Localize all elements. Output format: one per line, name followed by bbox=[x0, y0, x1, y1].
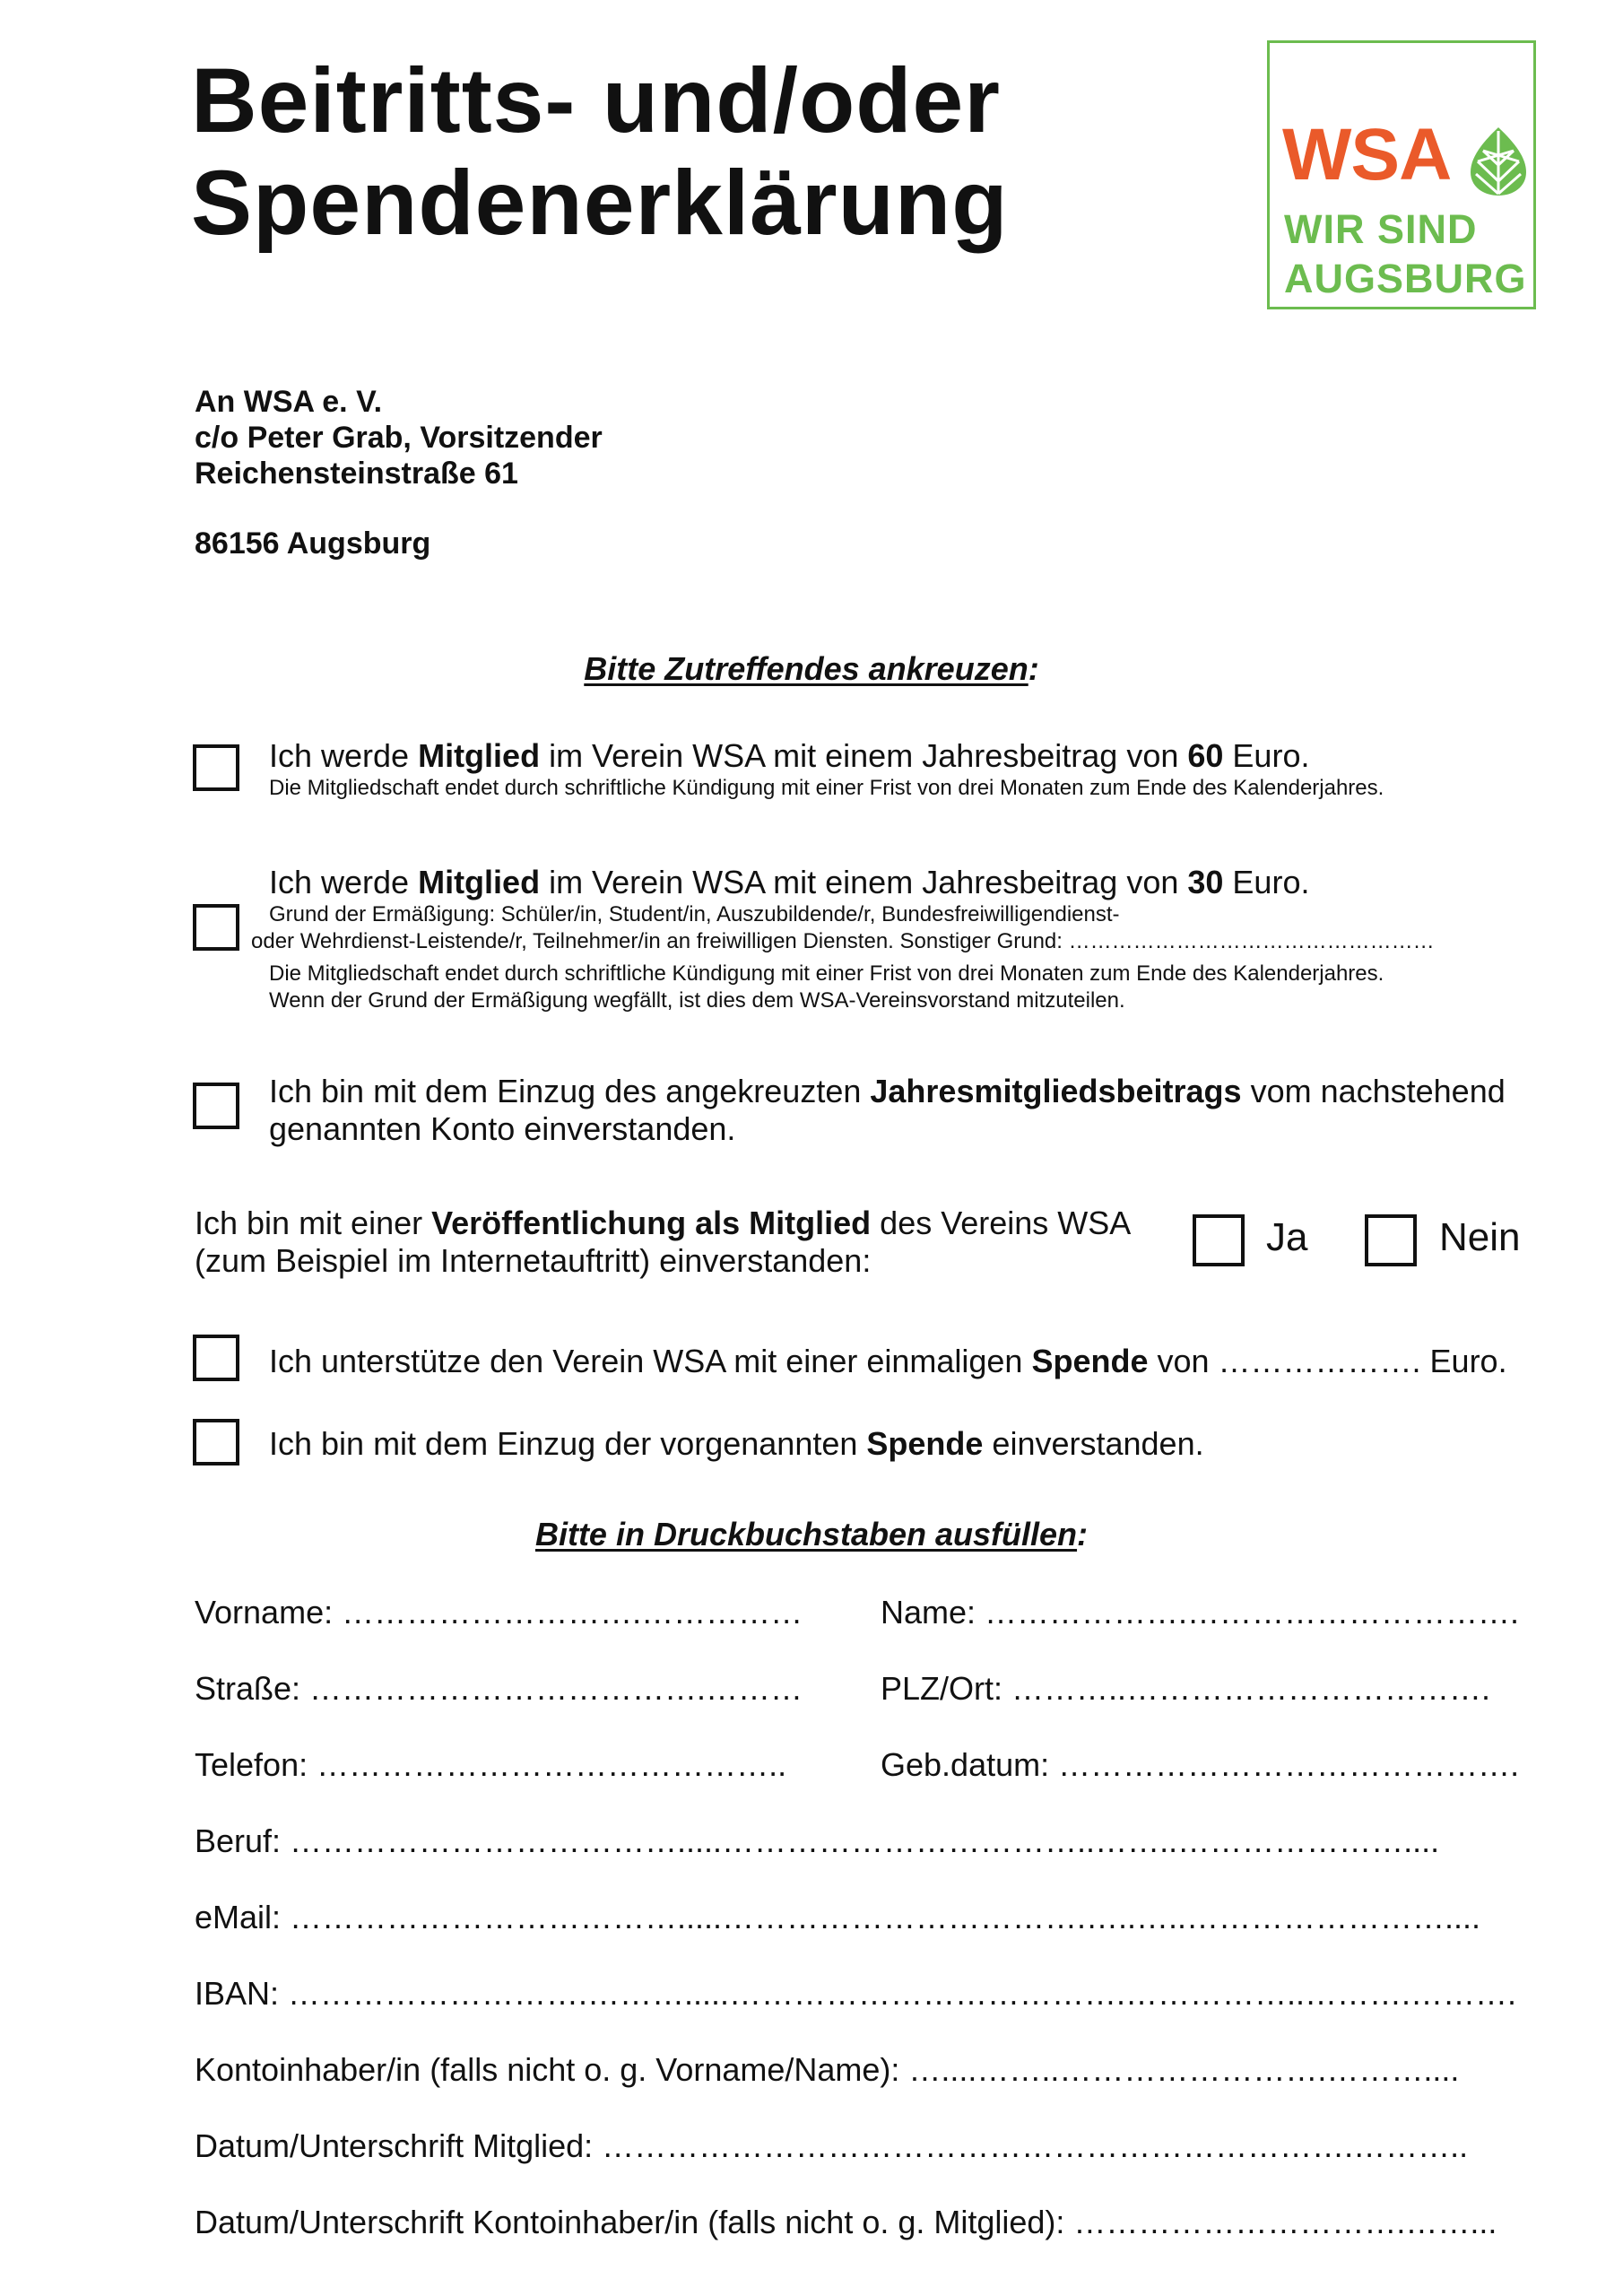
membership-30-note-2: Wenn der Grund der Ermäßigung wegfällt, ist dies dem WSA-Vereinsvorstand mitzuteilen. bbox=[269, 988, 1125, 1013]
option-membership-30: Ich werde Mitglied im Verein WSA mit einem Jahresbeitrag von 30 Euro. Grund der Ermäßigung: Schüler/in, Student/in, Auszubildende/r, Bundesfreiwilligendienst- oder Wehrdienst-Leistende/r, Teilnehmer/in an freiwilligen Diensten. Sonstiger Grund: …………………………………………… Die Mitgliedschaft endet durch schriftliche Kündigung mit einer Frist von drei Monaten zum Ende des Kalenderjahres. Wenn der Grund der Ermäßigung wegfällt, ist dies dem WSA-Vereinsvorstand mitzuteilen. bbox=[251, 864, 1435, 1013]
heading-tick-text: Bitte Zutreffendes ankreuzen bbox=[584, 650, 1028, 687]
section-heading-tick: Bitte Zutreffendes ankreuzen: bbox=[584, 650, 1039, 687]
section-heading-print: Bitte in Druckbuchstaben ausfüllen: bbox=[534, 1516, 1089, 1552]
checkbox-membership-60[interactable] bbox=[193, 744, 239, 791]
checkbox-publication-nein[interactable] bbox=[1365, 1214, 1417, 1266]
membership-30-note-1: Die Mitgliedschaft endet durch schriftliche Kündigung mit einer Frist von drei Monaten zum Ende des Kalenderjahres. bbox=[269, 961, 1384, 986]
address-city: 86156 Augsburg bbox=[195, 526, 431, 561]
field-vorname[interactable]: Vorname: ……………………….…………… bbox=[195, 1594, 803, 1631]
label-ja: Ja bbox=[1266, 1215, 1308, 1259]
checkbox-publication-ja[interactable] bbox=[1193, 1214, 1245, 1266]
checkbox-donation[interactable] bbox=[193, 1335, 239, 1381]
field-telefon[interactable]: Telefon: …………………………………….. bbox=[195, 1746, 787, 1783]
field-signature-account-holder[interactable]: Datum/Unterschrift Kontoinhaber/in (falls nicht o. g. Mitglied): ………………………….……... bbox=[195, 2204, 1497, 2240]
title-line-1: Beitritts- und/oder bbox=[191, 49, 1001, 152]
option-donation: Ich unterstütze den Verein WSA mit einer einmaligen Spende von ………………. Euro. bbox=[269, 1343, 1507, 1379]
wsa-logo bbox=[1267, 40, 1536, 309]
logo-line-3: AUGSBURG bbox=[1284, 256, 1527, 301]
field-geburtsdatum[interactable]: Geb.datum: ……………………………………. bbox=[881, 1746, 1520, 1783]
field-kontoinhaber[interactable]: Kontoinhaber/in (falls nicht o. g. Vorname/Name): …....……..…………………….……….... bbox=[195, 2051, 1460, 2088]
checkbox-donation-debit[interactable] bbox=[193, 1419, 239, 1465]
form-title bbox=[191, 49, 1009, 254]
option-membership-60: Ich werde Mitglied im Verein WSA mit einem Jahresbeitrag von 60 Euro. Die Mitgliedschaft endet durch schriftliche Kündigung mit einer Frist von drei Monaten zum Ende des Kalenderjahres. bbox=[269, 737, 1384, 800]
address-line-2: c/o Peter Grab, Vorsitzender bbox=[195, 421, 603, 455]
membership-60-note: Die Mitgliedschaft endet durch schriftliche Kündigung mit einer Frist von drei Monaten zum Ende des Kalenderjahres. bbox=[269, 776, 1384, 800]
logo-line-2: WIR SIND bbox=[1284, 206, 1478, 252]
field-plz-ort[interactable]: PLZ/Ort: ………..……………………………. bbox=[881, 1670, 1491, 1707]
label-nein: Nein bbox=[1439, 1215, 1521, 1259]
publication-consent-text: Ich bin mit einer Veröffentlichung als Mitglied des Vereins WSA (zum Beispiel im Internetauftritt) einverstanden: bbox=[195, 1205, 1132, 1279]
option-direct-debit-fee: Ich bin mit dem Einzug des angekreuzten Jahresmitgliedsbeitrags vom nachstehend genannten Konto einverstanden. bbox=[269, 1073, 1506, 1147]
field-name[interactable]: Name: ……………….…………………………. bbox=[881, 1594, 1520, 1631]
logo-wsa: WSA bbox=[1282, 114, 1452, 196]
option-donation-debit: Ich bin mit dem Einzug der vorgenannten Spende einverstanden. bbox=[269, 1425, 1204, 1462]
address-line-1: An WSA e. V. bbox=[195, 385, 383, 419]
leaf-icon bbox=[1469, 126, 1528, 197]
field-beruf[interactable]: Beruf: ……………………………….....……………………………..……..………………….... bbox=[195, 1822, 1440, 1859]
title-line-2: Spendenerklärung bbox=[191, 152, 1009, 254]
field-strasse[interactable]: Straße: ……………………………….……… bbox=[195, 1670, 803, 1707]
checkbox-membership-30[interactable] bbox=[193, 904, 239, 951]
address-line-3: Reichensteinstraße 61 bbox=[195, 457, 518, 491]
reduction-reason-1: Grund der Ermäßigung: Schüler/in, Student/in, Auszubildende/r, Bundesfreiwilligendienst- bbox=[269, 902, 1120, 926]
field-email[interactable]: eMail: ……………………………….....…………………………….…..…..…………………….... bbox=[195, 1899, 1481, 1935]
recipient-address bbox=[195, 384, 603, 561]
field-signature-member[interactable]: Datum/Unterschrift Mitglied: …………………………………………………………….……….. bbox=[195, 2127, 1469, 2164]
heading-print-text: Bitte in Druckbuchstaben ausfüllen bbox=[534, 1516, 1078, 1552]
checkbox-direct-debit-fee[interactable] bbox=[193, 1083, 239, 1129]
reduction-reason-2: oder Wehrdienst-Leistende/r, Teilnehmer/in an freiwilligen Diensten. Sonstiger Grund: …………………………………………… bbox=[251, 929, 1435, 953]
field-iban[interactable]: IBAN: ……………………….……….....……………………………….……………..……….………. bbox=[195, 1975, 1517, 2012]
